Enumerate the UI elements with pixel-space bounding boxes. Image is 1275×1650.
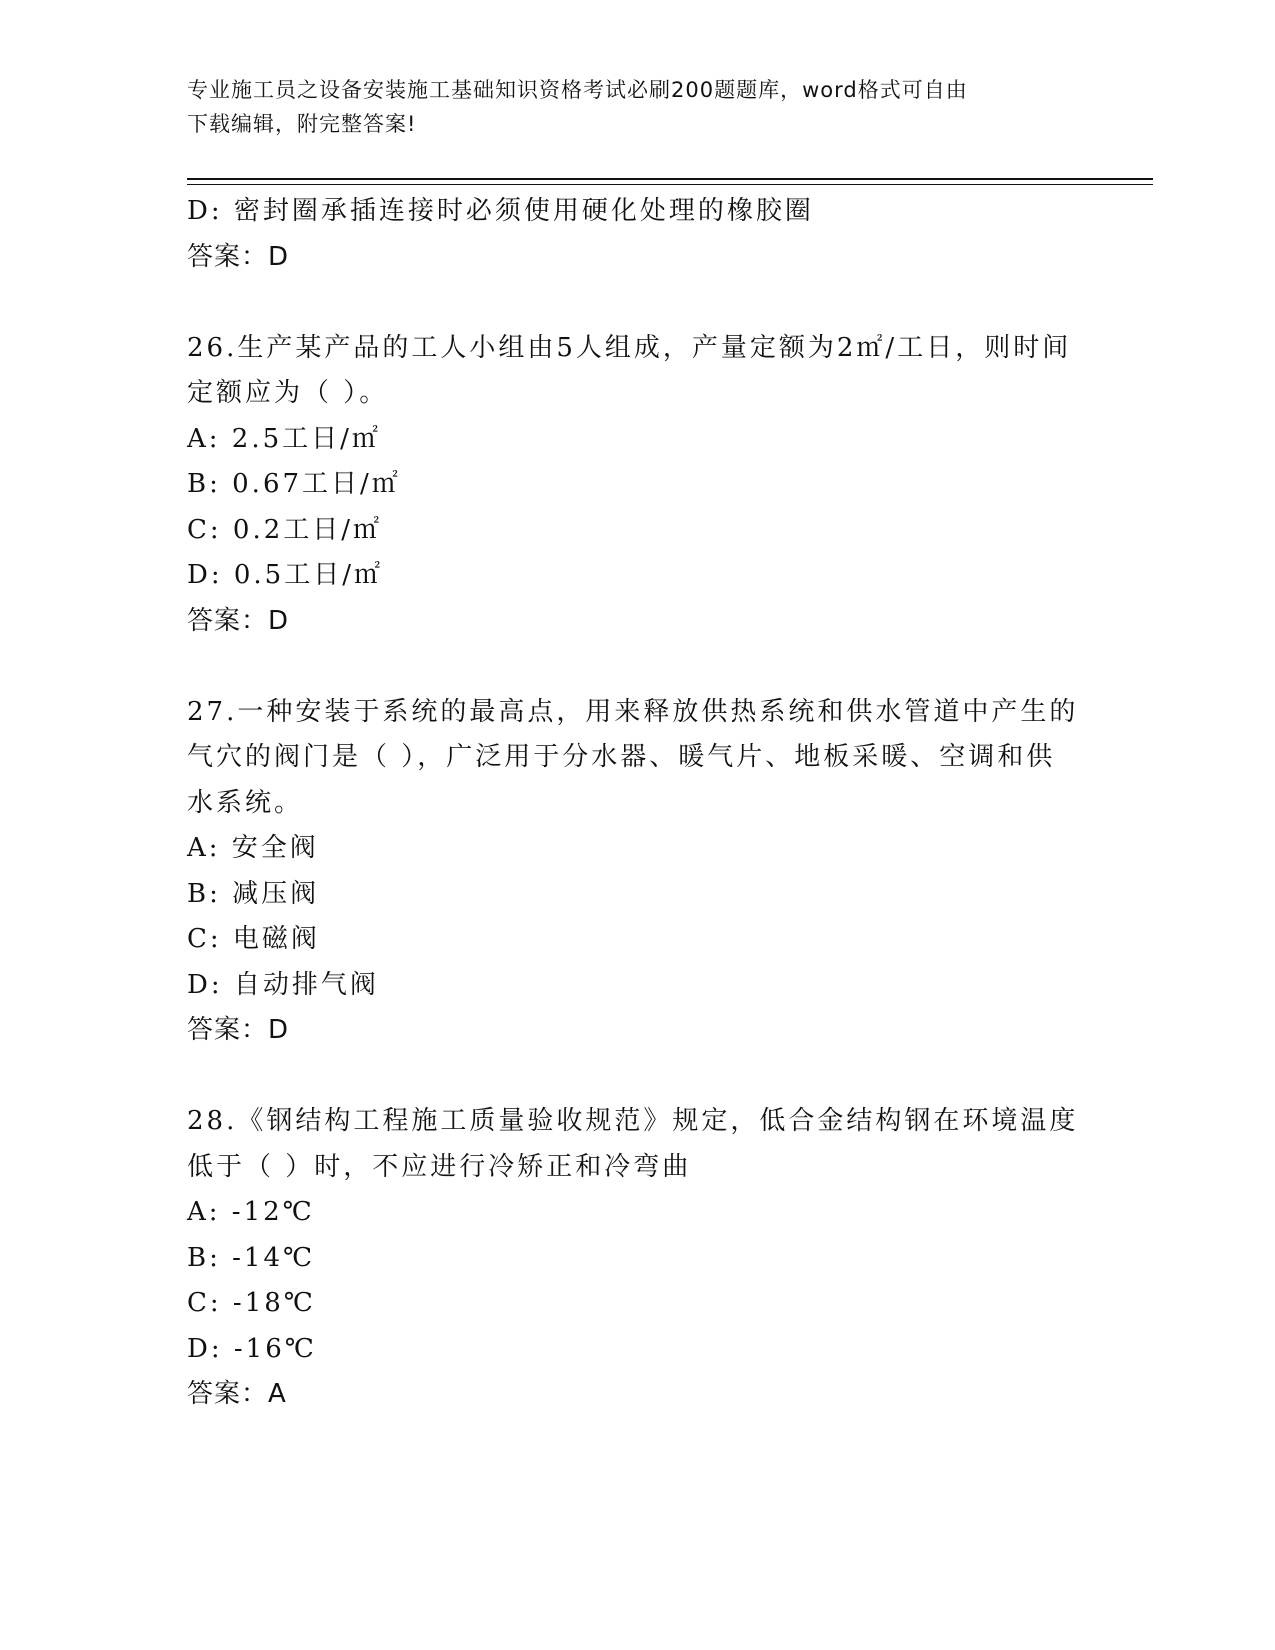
spacer: [187, 280, 1087, 326]
option-c: C: 电磁阀: [187, 924, 320, 954]
document-body: [187, 189, 1087, 1418]
option-c: C: 0.2工日/㎡: [187, 514, 383, 545]
answer-line: 答案：D: [187, 1015, 290, 1045]
option-d: D: 自动排气阀: [187, 969, 379, 1000]
question-28: [187, 1099, 1087, 1418]
option-a: A: 2.5工日/㎡: [187, 423, 381, 454]
answer-line: 答案：A: [187, 1379, 287, 1409]
option-b: B: -14℃: [187, 1242, 316, 1273]
question-text-line: 28.《钢结构工程施工质量验收规范》规定，低合金结构钢在环境温度: [187, 1106, 1079, 1136]
header-divider-thin: [187, 184, 1153, 185]
option-a: A: -12℃: [187, 1197, 315, 1227]
option-d: D: 0.5工日/㎡: [187, 560, 383, 590]
header-line-1: 专业施工员之设备安装施工基础知识资格考试必刷200题题库，word格式可自由: [187, 78, 968, 102]
question-text-line: 定额应为（ ）。: [187, 378, 389, 408]
question-text-line: 水系统。: [187, 787, 304, 818]
question-27: [187, 690, 1087, 1054]
option-a: A: 安全阀: [187, 833, 319, 863]
document-header: [187, 73, 1087, 141]
header-line-2: 下载编辑，附完整答案!: [187, 112, 417, 136]
spacer: [187, 1054, 1087, 1100]
question-text-line: 低于（ ）时，不应进行冷矫正和冷弯曲: [187, 1151, 692, 1182]
option-c: C: -18℃: [187, 1288, 316, 1318]
header-divider-thick: [187, 178, 1153, 180]
carryover-question: [187, 189, 1087, 280]
answer-line: 答案：D: [187, 605, 290, 636]
question-26: [187, 326, 1087, 645]
question-text-line: 27.一种安装于系统的最高点，用来释放供热系统和供水管道中产生的: [187, 696, 1079, 727]
question-text-line: 26.生产某产品的工人小组由5人组成，产量定额为2㎡/工日，则时间: [187, 332, 1072, 363]
question-text-line: 气穴的阀门是（ ），广泛用于分水器、暖气片、地板采暖、空调和供: [187, 742, 1056, 772]
option-b: B: 减压阀: [187, 878, 320, 909]
option-d: D: -16℃: [187, 1333, 317, 1364]
answer-line: 答案：D: [187, 241, 290, 272]
option-b: B: 0.67工日/㎡: [187, 469, 401, 499]
option-d: D: 密封圈承插连接时必须使用硬化处理的橡胶圈: [187, 196, 814, 226]
spacer: [187, 644, 1087, 690]
